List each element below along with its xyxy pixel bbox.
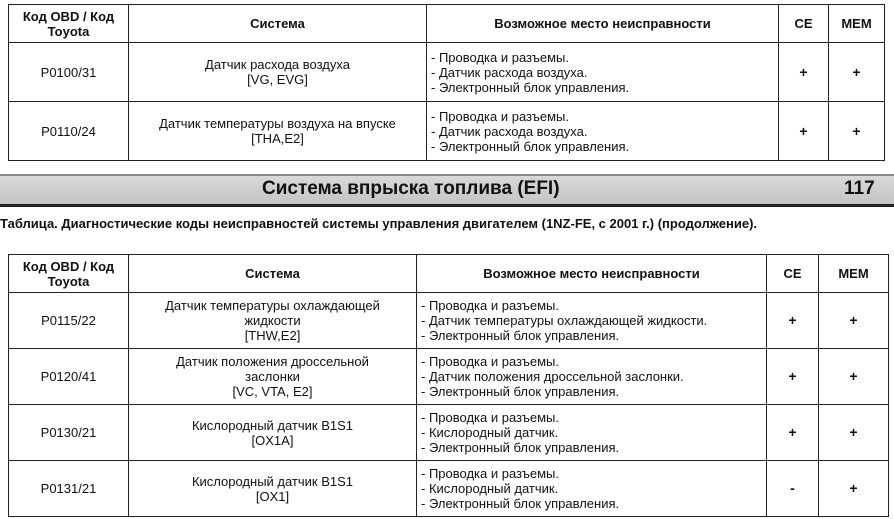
system-line: Датчик расхода воздуха: [205, 57, 350, 72]
col-header-location: Возможное место неисправности: [427, 5, 779, 43]
page-number: 117: [844, 178, 875, 199]
mem-flag: +: [819, 405, 889, 461]
system-line: жидкости: [244, 313, 301, 328]
col-header-code: Код OBD / Код Toyota: [9, 255, 129, 293]
system-line: [THW,E2]: [244, 328, 301, 343]
diagnostic-table-bottom: [8, 254, 889, 517]
system-cell: [129, 461, 417, 517]
diagnostic-table-top: [8, 4, 885, 161]
fault-location-cell: [427, 43, 779, 102]
system-line: Кислородный датчик B1S1: [191, 473, 354, 489]
fault-location-line: - Проводка и разъемы.: [421, 298, 559, 313]
dtc-code: P0131/21: [9, 461, 129, 517]
system-line: Кислородный датчик B1S1: [191, 417, 354, 433]
dtc-code: P0115/22: [9, 293, 129, 349]
fault-location-line: - Кислородный датчик.: [421, 425, 559, 440]
fault-location-line: - Проводка и разъемы.: [421, 466, 559, 481]
fault-location-line: - Проводка и разъемы.: [421, 354, 559, 369]
dtc-code: P0120/41: [9, 349, 129, 405]
col-header-code: Код OBD / Код Toyota: [9, 5, 129, 43]
table-caption: Таблица. Диагностические коды неисправностей системы управления двигателем (1NZ-FE, с 2001 г.) (продолжение).: [0, 216, 758, 231]
mem-flag: +: [829, 102, 885, 161]
fault-location-line: - Электронный блок управления.: [421, 440, 620, 455]
ce-flag: +: [779, 43, 829, 102]
col-header-system: Система: [129, 255, 417, 293]
fault-location-line: - Электронный блок управления.: [431, 138, 630, 154]
table-row: [9, 293, 889, 349]
dtc-code: P0100/31: [9, 43, 129, 102]
system-line: [THA,E2]: [251, 131, 304, 146]
system-line: заслонки: [245, 369, 300, 384]
section-title: Система впрыска топлива (EFI): [262, 178, 560, 199]
fault-location-line: - Электронный блок управления.: [421, 496, 620, 511]
col-header-mem: MEM: [829, 5, 885, 43]
fault-location-line: - Датчик положения дроссельной заслонки.: [421, 369, 684, 384]
mem-flag: +: [819, 293, 889, 349]
fault-location-cell: [427, 102, 779, 161]
system-cell: [129, 293, 417, 349]
fault-location-line: - Проводка и разъемы.: [431, 49, 569, 65]
system-line: Датчик температуры воздуха на впуске: [159, 116, 396, 131]
system-line: Датчик положения дроссельной: [176, 354, 369, 369]
col-header-ce: CE: [779, 5, 829, 43]
col-header-mem: MEM: [819, 255, 889, 293]
table-row: [9, 405, 889, 461]
mem-flag: +: [819, 349, 889, 405]
fault-location-line: - Датчик расхода воздуха.: [431, 123, 588, 139]
system-line: [VG, EVG]: [247, 72, 308, 87]
system-line: [OX1A]: [251, 432, 294, 448]
header-row: [9, 5, 885, 43]
fault-location-line: - Электронный блок управления.: [431, 79, 630, 95]
system-line: [VC, VTA, E2]: [232, 384, 313, 399]
system-cell: [129, 405, 417, 461]
mem-flag: +: [819, 461, 889, 517]
fault-location-cell: [417, 461, 767, 517]
ce-flag: +: [767, 293, 819, 349]
table-row: [9, 461, 889, 517]
col-header-location: Возможное место неисправности: [417, 255, 767, 293]
table-row: [9, 43, 885, 102]
table-row: [9, 102, 885, 161]
fault-location-line: - Датчик расхода воздуха.: [431, 64, 588, 80]
dtc-code: P0130/21: [9, 405, 129, 461]
col-header-system: Система: [129, 5, 427, 43]
header-row: [9, 255, 889, 293]
system-line: [OX1]: [255, 488, 290, 504]
system-cell: [129, 102, 427, 161]
fault-location-line: - Кислородный датчик.: [421, 481, 559, 496]
ce-flag: -: [767, 461, 819, 517]
fault-location-line: - Электронный блок управления.: [421, 384, 620, 399]
fault-location-line: - Проводка и разъемы.: [421, 410, 559, 425]
table-row: [9, 349, 889, 405]
fault-location-line: - Проводка и разъемы.: [431, 108, 569, 124]
system-line: Датчик температуры охлаждающей: [165, 298, 380, 313]
system-cell: [129, 349, 417, 405]
fault-location-cell: [417, 405, 767, 461]
ce-flag: +: [767, 349, 819, 405]
fault-location-cell: [417, 349, 767, 405]
ce-flag: +: [767, 405, 819, 461]
ce-flag: +: [779, 102, 829, 161]
fault-location-line: - Датчик температуры охлаждающей жидкости.: [421, 313, 708, 328]
fault-location-cell: [417, 293, 767, 349]
mem-flag: +: [829, 43, 885, 102]
col-header-ce: CE: [767, 255, 819, 293]
fault-location-line: - Электронный блок управления.: [421, 328, 620, 343]
system-cell: [129, 43, 427, 102]
dtc-code: P0110/24: [9, 102, 129, 161]
